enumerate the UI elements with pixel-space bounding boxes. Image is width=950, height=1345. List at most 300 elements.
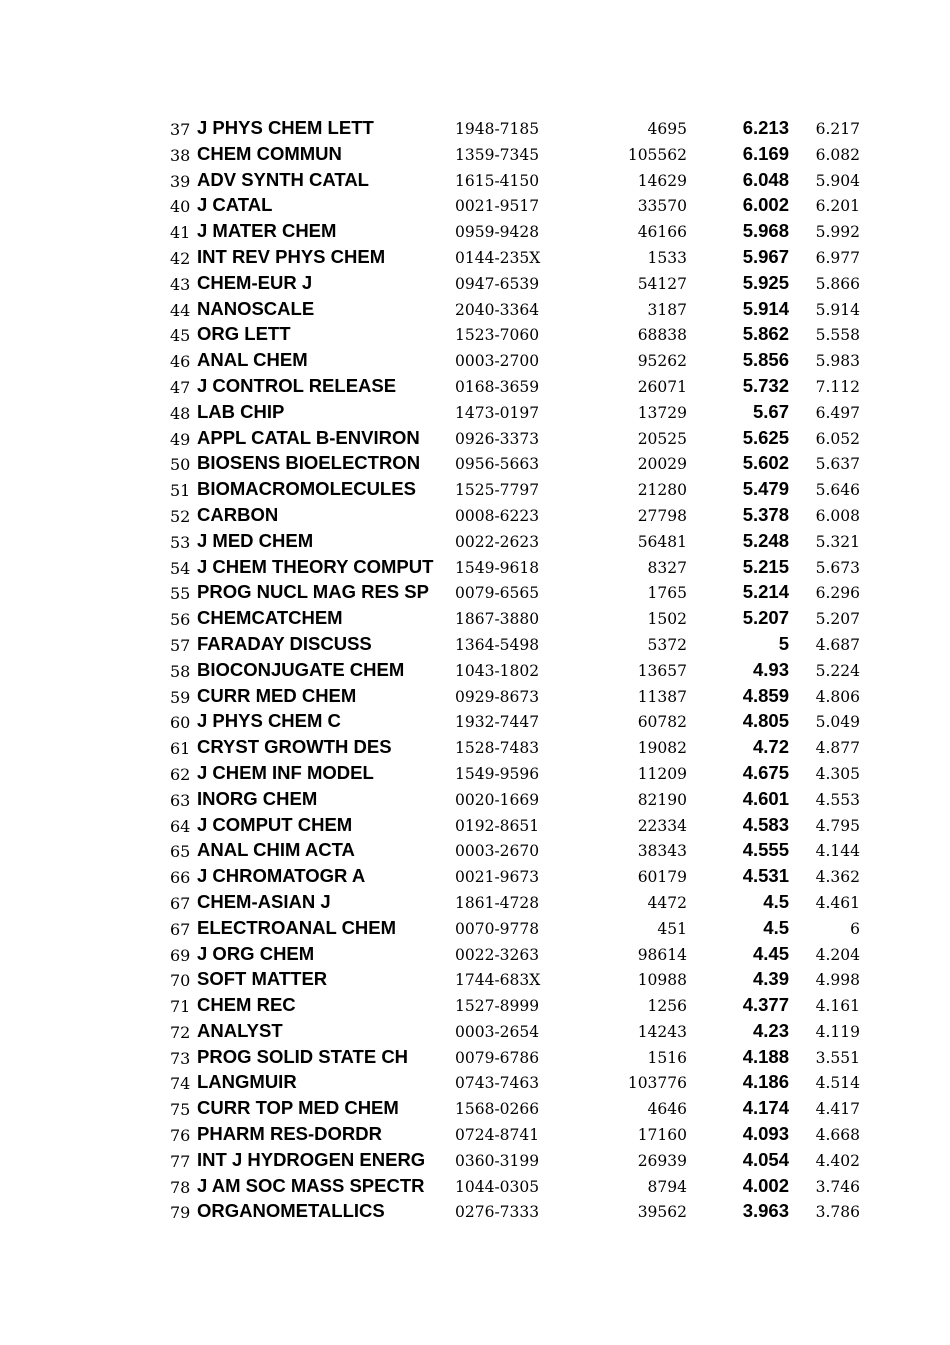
issn-cell: 0947-6539 xyxy=(455,274,540,293)
five-year-impact-factor-cell: 4.144 xyxy=(815,842,860,861)
journal-name-cell: CURR TOP MED CHEM xyxy=(197,1097,399,1119)
journal-name-cell: ANAL CHEM xyxy=(197,349,308,371)
five-year-impact-factor-cell: 5.904 xyxy=(815,171,860,190)
issn-cell: 0724-8741 xyxy=(455,1126,540,1145)
journal-name-cell: J ORG CHEM xyxy=(197,942,315,964)
journal-name-cell: SOFT MATTER xyxy=(197,968,328,990)
impact-factor-cell: 4.174 xyxy=(742,1097,789,1119)
total-cites-cell: 4646 xyxy=(647,1100,687,1119)
rank-cell: 52 xyxy=(170,506,191,526)
rank-cell: 41 xyxy=(170,223,191,243)
rank-cell: 77 xyxy=(170,1151,191,1171)
total-cites-cell: 56481 xyxy=(637,532,687,551)
total-cites-cell: 46166 xyxy=(637,223,687,242)
five-year-impact-factor-cell: 4.795 xyxy=(815,816,860,835)
rank-cell: 58 xyxy=(170,661,191,681)
impact-factor-cell: 4.093 xyxy=(742,1123,789,1145)
issn-cell: 0021-9673 xyxy=(455,868,540,887)
five-year-impact-factor-cell: 5.866 xyxy=(815,274,860,293)
table-row xyxy=(168,167,868,193)
table-row xyxy=(168,1069,868,1095)
five-year-impact-factor-cell: 5.207 xyxy=(815,610,860,629)
impact-factor-cell: 4.93 xyxy=(752,658,789,680)
rank-cell: 60 xyxy=(170,713,191,733)
five-year-impact-factor-cell: 5.637 xyxy=(815,455,860,474)
total-cites-cell: 98614 xyxy=(637,945,687,964)
impact-factor-cell: 5.925 xyxy=(742,271,789,293)
rank-cell: 57 xyxy=(170,635,191,655)
total-cites-cell: 22334 xyxy=(637,816,687,835)
impact-factor-cell: 5.214 xyxy=(742,581,789,603)
five-year-impact-factor-cell: 4.305 xyxy=(815,764,860,783)
table-row xyxy=(168,192,868,218)
journal-name-cell: CURR MED CHEM xyxy=(197,684,357,706)
impact-factor-cell: 5.207 xyxy=(742,607,789,629)
total-cites-cell: 11387 xyxy=(637,687,687,706)
impact-factor-cell: 4.5 xyxy=(763,890,789,912)
impact-factor-cell: 6.002 xyxy=(742,194,789,216)
journal-name-cell: J COMPUT CHEM xyxy=(197,813,353,835)
table-row xyxy=(168,760,868,786)
impact-factor-cell: 5.967 xyxy=(742,245,789,267)
five-year-impact-factor-cell: 5.646 xyxy=(815,481,860,500)
rank-cell: 63 xyxy=(170,790,191,810)
table-row xyxy=(168,296,868,322)
rank-cell: 56 xyxy=(170,610,191,630)
rank-cell: 59 xyxy=(170,687,191,707)
total-cites-cell: 5372 xyxy=(647,635,687,654)
journal-name-cell: CHEM COMMUN xyxy=(197,142,342,164)
issn-cell: 1744-683X xyxy=(455,971,541,990)
journal-name-cell: J MED CHEM xyxy=(197,529,314,551)
impact-factor-cell: 5.215 xyxy=(742,555,789,577)
total-cites-cell: 8794 xyxy=(647,1177,687,1196)
impact-factor-cell: 4.45 xyxy=(752,942,789,964)
total-cites-cell: 14243 xyxy=(637,1022,687,1041)
rank-cell: 74 xyxy=(170,1074,191,1094)
issn-cell: 1528-7483 xyxy=(455,739,540,758)
table-row xyxy=(168,244,868,270)
journal-name-cell: CHEM REC xyxy=(197,994,296,1016)
five-year-impact-factor-cell: 4.362 xyxy=(815,868,860,887)
issn-cell: 0959-9428 xyxy=(455,223,540,242)
rank-cell: 50 xyxy=(170,455,191,475)
total-cites-cell: 60179 xyxy=(637,868,687,887)
five-year-impact-factor-cell: 6 xyxy=(850,919,860,938)
table-row xyxy=(168,579,868,605)
journal-name-cell: FARADAY DISCUSS xyxy=(197,632,372,654)
journal-table xyxy=(168,115,868,1224)
table-row xyxy=(168,837,868,863)
issn-cell: 1525-7797 xyxy=(455,481,540,500)
impact-factor-cell: 4.859 xyxy=(742,684,789,706)
five-year-impact-factor-cell: 4.514 xyxy=(815,1074,860,1093)
impact-factor-cell: 4.72 xyxy=(752,736,789,758)
issn-cell: 1043-1802 xyxy=(455,661,540,680)
total-cites-cell: 82190 xyxy=(637,790,687,809)
journal-name-cell: LAB CHIP xyxy=(197,400,285,422)
issn-cell: 1473-0197 xyxy=(455,403,540,422)
journal-name-cell: ADV SYNTH CATAL xyxy=(197,168,369,190)
journal-name-cell: ANALYST xyxy=(197,1019,283,1041)
issn-cell: 0144-235X xyxy=(455,248,541,267)
rank-cell: 55 xyxy=(170,584,191,604)
journal-name-cell: INT J HYDROGEN ENERG xyxy=(197,1148,426,1170)
rank-cell: 79 xyxy=(170,1203,191,1223)
issn-cell: 1359-7345 xyxy=(455,145,540,164)
table-row xyxy=(168,734,868,760)
impact-factor-cell: 5.602 xyxy=(742,452,789,474)
five-year-impact-factor-cell: 6.296 xyxy=(815,584,860,603)
issn-cell: 1615-4150 xyxy=(455,171,540,190)
issn-cell: 1044-0305 xyxy=(455,1177,540,1196)
journal-name-cell: CARBON xyxy=(197,503,279,525)
total-cites-cell: 105562 xyxy=(627,145,687,164)
journal-name-cell: J CHEM THEORY COMPUT xyxy=(197,555,434,577)
impact-factor-cell: 5.625 xyxy=(742,426,789,448)
rank-cell: 53 xyxy=(170,532,191,552)
issn-cell: 0020-1669 xyxy=(455,790,540,809)
total-cites-cell: 19082 xyxy=(637,739,687,758)
table-row xyxy=(168,476,868,502)
five-year-impact-factor-cell: 4.687 xyxy=(815,635,860,654)
table-row xyxy=(168,1173,868,1199)
journal-name-cell: J CHEM INF MODEL xyxy=(197,761,374,783)
table-row xyxy=(168,941,868,967)
issn-cell: 0956-5663 xyxy=(455,455,540,474)
issn-cell: 0003-2700 xyxy=(455,352,540,371)
issn-cell: 1364-5498 xyxy=(455,635,540,654)
five-year-impact-factor-cell: 4.161 xyxy=(815,997,860,1016)
total-cites-cell: 54127 xyxy=(637,274,687,293)
total-cites-cell: 21280 xyxy=(637,481,687,500)
five-year-impact-factor-cell: 5.049 xyxy=(815,713,860,732)
five-year-impact-factor-cell: 6.497 xyxy=(815,403,860,422)
rank-cell: 70 xyxy=(170,971,191,991)
table-row xyxy=(168,218,868,244)
five-year-impact-factor-cell: 4.998 xyxy=(815,971,860,990)
journal-name-cell: ELECTROANAL CHEM xyxy=(197,916,397,938)
impact-factor-cell: 5.479 xyxy=(742,478,789,500)
total-cites-cell: 68838 xyxy=(637,326,687,345)
impact-factor-cell: 4.186 xyxy=(742,1071,789,1093)
five-year-impact-factor-cell: 6.082 xyxy=(815,145,860,164)
total-cites-cell: 11209 xyxy=(637,764,687,783)
five-year-impact-factor-cell: 5.673 xyxy=(815,558,860,577)
table-row xyxy=(168,992,868,1018)
rank-cell: 72 xyxy=(170,1022,191,1042)
total-cites-cell: 26939 xyxy=(637,1151,687,1170)
impact-factor-cell: 4.054 xyxy=(742,1148,789,1170)
total-cites-cell: 33570 xyxy=(637,197,687,216)
rank-cell: 37 xyxy=(170,120,191,139)
issn-cell: 1932-7447 xyxy=(455,713,540,732)
five-year-impact-factor-cell: 5.914 xyxy=(815,300,860,319)
journal-name-cell: APPL CATAL B-ENVIRON xyxy=(197,426,420,448)
table-row xyxy=(168,502,868,528)
five-year-impact-factor-cell: 4.553 xyxy=(815,790,860,809)
total-cites-cell: 1765 xyxy=(647,584,687,603)
issn-cell: 0003-2654 xyxy=(455,1022,540,1041)
five-year-impact-factor-cell: 5.983 xyxy=(815,352,860,371)
total-cites-cell: 20525 xyxy=(637,429,687,448)
impact-factor-cell: 4.555 xyxy=(742,839,789,861)
journal-name-cell: NANOSCALE xyxy=(197,297,315,319)
five-year-impact-factor-cell: 4.877 xyxy=(815,739,860,758)
journal-name-cell: J PHYS CHEM LETT xyxy=(197,117,374,138)
impact-factor-cell: 4.23 xyxy=(752,1019,789,1041)
five-year-impact-factor-cell: 5.992 xyxy=(815,223,860,242)
issn-cell: 1568-0266 xyxy=(455,1100,540,1119)
five-year-impact-factor-cell: 7.112 xyxy=(815,377,860,396)
table-row xyxy=(168,347,868,373)
total-cites-cell: 95262 xyxy=(637,352,687,371)
rank-cell: 51 xyxy=(170,481,191,501)
table-row xyxy=(168,1147,868,1173)
table-row xyxy=(168,399,868,425)
issn-cell: 0070-9778 xyxy=(455,919,540,938)
total-cites-cell: 1256 xyxy=(647,997,687,1016)
journal-name-cell: BIOSENS BIOELECTRON xyxy=(197,452,421,474)
issn-cell: 0192-8651 xyxy=(455,816,540,835)
rank-cell: 43 xyxy=(170,274,191,294)
issn-cell: 0003-2670 xyxy=(455,842,540,861)
impact-factor-cell: 5.732 xyxy=(742,374,789,396)
issn-cell: 0021-9517 xyxy=(455,197,540,216)
table-row xyxy=(168,321,868,347)
five-year-impact-factor-cell: 4.417 xyxy=(815,1100,860,1119)
impact-factor-cell: 4.583 xyxy=(742,813,789,835)
rank-cell: 71 xyxy=(170,997,191,1017)
journal-name-cell: INORG CHEM xyxy=(197,787,318,809)
total-cites-cell: 1533 xyxy=(647,248,687,267)
five-year-impact-factor-cell: 5.321 xyxy=(815,532,860,551)
table-row xyxy=(168,141,868,167)
total-cites-cell: 451 xyxy=(657,919,687,938)
issn-cell: 0360-3199 xyxy=(455,1151,540,1170)
total-cites-cell: 8327 xyxy=(647,558,687,577)
table-row xyxy=(168,554,868,580)
issn-cell: 1549-9618 xyxy=(455,558,540,577)
rank-cell: 64 xyxy=(170,816,191,836)
table-row xyxy=(168,657,868,683)
five-year-impact-factor-cell: 4.806 xyxy=(815,687,860,706)
five-year-impact-factor-cell: 6.977 xyxy=(815,248,860,267)
total-cites-cell: 1502 xyxy=(647,610,687,629)
rank-cell: 62 xyxy=(170,764,191,784)
rank-cell: 47 xyxy=(170,377,191,397)
total-cites-cell: 13729 xyxy=(637,403,687,422)
rank-cell: 46 xyxy=(170,352,191,372)
impact-factor-cell: 5.914 xyxy=(742,297,789,319)
impact-factor-cell: 6.048 xyxy=(742,168,789,190)
issn-cell: 0276-7333 xyxy=(455,1203,540,1222)
issn-cell: 0079-6786 xyxy=(455,1048,540,1067)
issn-cell: 0079-6565 xyxy=(455,584,540,603)
impact-factor-cell: 5 xyxy=(778,632,789,654)
five-year-impact-factor-cell: 6.008 xyxy=(815,506,860,525)
impact-factor-cell: 5.248 xyxy=(742,529,789,551)
total-cites-cell: 39562 xyxy=(637,1203,687,1222)
total-cites-cell: 20029 xyxy=(637,455,687,474)
journal-name-cell: BIOCONJUGATE CHEM xyxy=(197,658,405,680)
rank-cell: 73 xyxy=(170,1048,191,1068)
table-row xyxy=(168,450,868,476)
five-year-impact-factor-cell: 3.746 xyxy=(815,1177,860,1196)
journal-name-cell: PROG NUCL MAG RES SP xyxy=(197,581,429,603)
five-year-impact-factor-cell: 4.461 xyxy=(815,893,860,912)
table-row xyxy=(168,1044,868,1070)
rank-cell: 42 xyxy=(170,248,191,268)
table-row xyxy=(168,812,868,838)
total-cites-cell: 103776 xyxy=(627,1074,687,1093)
total-cites-cell: 1516 xyxy=(647,1048,687,1067)
rank-cell: 44 xyxy=(170,300,191,320)
rank-cell: 75 xyxy=(170,1100,191,1120)
journal-name-cell: J CATAL xyxy=(197,194,273,216)
table-row xyxy=(168,631,868,657)
journal-name-cell: ANAL CHIM ACTA xyxy=(197,839,355,861)
impact-factor-cell: 4.675 xyxy=(742,761,789,783)
issn-cell: 0926-3373 xyxy=(455,429,540,448)
rank-cell: 45 xyxy=(170,326,191,346)
issn-cell: 0743-7463 xyxy=(455,1074,540,1093)
table-row xyxy=(168,373,868,399)
rank-cell: 54 xyxy=(170,558,191,578)
total-cites-cell: 26071 xyxy=(637,377,687,396)
table-row xyxy=(168,889,868,915)
five-year-impact-factor-cell: 6.217 xyxy=(815,120,860,138)
table-row xyxy=(168,115,868,141)
impact-factor-cell: 6.213 xyxy=(742,117,789,138)
impact-factor-cell: 4.531 xyxy=(742,865,789,887)
rank-cell: 48 xyxy=(170,403,191,423)
rank-cell: 67 xyxy=(170,919,191,939)
table-row xyxy=(168,528,868,554)
journal-name-cell: CRYST GROWTH DES xyxy=(197,736,392,758)
journal-name-cell: J MATER CHEM xyxy=(197,220,337,242)
journal-name-cell: CHEMCATCHEM xyxy=(197,607,343,629)
issn-cell: 1867-3880 xyxy=(455,610,540,629)
journal-name-cell: BIOMACROMOLECULES xyxy=(197,478,416,500)
rank-cell: 66 xyxy=(170,868,191,888)
rank-cell: 38 xyxy=(170,145,191,165)
impact-factor-cell: 4.601 xyxy=(742,787,789,809)
five-year-impact-factor-cell: 6.052 xyxy=(815,429,860,448)
journal-name-cell: CHEM-EUR J xyxy=(197,271,313,293)
impact-factor-cell: 4.002 xyxy=(742,1174,789,1196)
impact-factor-cell: 4.188 xyxy=(742,1045,789,1067)
table-row xyxy=(168,605,868,631)
table-row xyxy=(168,1198,868,1224)
total-cites-cell: 4472 xyxy=(647,893,687,912)
rank-cell: 40 xyxy=(170,197,191,217)
table-row xyxy=(168,915,868,941)
impact-factor-cell: 6.169 xyxy=(742,142,789,164)
table-row xyxy=(168,1121,868,1147)
journal-name-cell: LANGMUIR xyxy=(197,1071,297,1093)
five-year-impact-factor-cell: 3.786 xyxy=(815,1203,860,1222)
rank-cell: 49 xyxy=(170,429,191,449)
table-row xyxy=(168,683,868,709)
issn-cell: 1861-4728 xyxy=(455,893,540,912)
issn-cell: 0022-3263 xyxy=(455,945,540,964)
journal-name-cell: ORGANOMETALLICS xyxy=(197,1200,385,1222)
five-year-impact-factor-cell: 4.119 xyxy=(815,1022,860,1041)
table-row xyxy=(168,1095,868,1121)
impact-factor-cell: 5.862 xyxy=(742,323,789,345)
impact-factor-cell: 5.968 xyxy=(742,220,789,242)
issn-cell: 1527-8999 xyxy=(455,997,540,1016)
issn-cell: 2040-3364 xyxy=(455,300,540,319)
rank-cell: 65 xyxy=(170,842,191,862)
rank-cell: 69 xyxy=(170,945,191,965)
issn-cell: 1948-7185 xyxy=(455,120,540,138)
journal-name-cell: PROG SOLID STATE CH xyxy=(197,1045,409,1067)
impact-factor-cell: 4.5 xyxy=(763,916,789,938)
table-row xyxy=(168,863,868,889)
impact-factor-cell: 5.856 xyxy=(742,349,789,371)
issn-cell: 0022-2623 xyxy=(455,532,540,551)
five-year-impact-factor-cell: 5.558 xyxy=(815,326,860,345)
journal-name-cell: J CONTROL RELEASE xyxy=(197,374,397,396)
impact-factor-cell: 5.67 xyxy=(752,400,789,422)
total-cites-cell: 10988 xyxy=(637,971,687,990)
table-row xyxy=(168,786,868,812)
total-cites-cell: 38343 xyxy=(637,842,687,861)
issn-cell: 0008-6223 xyxy=(455,506,540,525)
journal-name-cell: J PHYS CHEM C xyxy=(197,710,341,732)
journal-name-cell: J AM SOC MASS SPECTR xyxy=(197,1174,425,1196)
table-row xyxy=(168,708,868,734)
table-row xyxy=(168,270,868,296)
issn-cell: 1523-7060 xyxy=(455,326,540,345)
impact-factor-cell: 5.378 xyxy=(742,503,789,525)
five-year-impact-factor-cell: 3.551 xyxy=(815,1048,860,1067)
issn-cell: 0929-8673 xyxy=(455,687,540,706)
rank-cell: 61 xyxy=(170,739,191,759)
impact-factor-cell: 4.377 xyxy=(742,994,789,1016)
impact-factor-cell: 4.39 xyxy=(752,968,789,990)
five-year-impact-factor-cell: 4.204 xyxy=(815,945,860,964)
five-year-impact-factor-cell: 4.402 xyxy=(815,1151,860,1170)
five-year-impact-factor-cell: 4.668 xyxy=(815,1126,860,1145)
rank-cell: 39 xyxy=(170,171,191,191)
total-cites-cell: 60782 xyxy=(637,713,687,732)
rank-cell: 76 xyxy=(170,1126,191,1146)
total-cites-cell: 27798 xyxy=(637,506,687,525)
issn-cell: 1549-9596 xyxy=(455,764,540,783)
impact-factor-cell: 3.963 xyxy=(742,1200,789,1222)
total-cites-cell: 14629 xyxy=(637,171,687,190)
journal-name-cell: ORG LETT xyxy=(197,323,291,345)
issn-cell: 0168-3659 xyxy=(455,377,540,396)
total-cites-cell: 3187 xyxy=(647,300,687,319)
table-row xyxy=(168,1018,868,1044)
five-year-impact-factor-cell: 5.224 xyxy=(815,661,860,680)
table-row xyxy=(168,966,868,992)
rank-cell: 78 xyxy=(170,1177,191,1197)
total-cites-cell: 17160 xyxy=(637,1126,687,1145)
table-row xyxy=(168,425,868,451)
impact-factor-cell: 4.805 xyxy=(742,710,789,732)
rank-cell: 67 xyxy=(170,893,191,913)
journal-name-cell: J CHROMATOGR A xyxy=(197,865,366,887)
five-year-impact-factor-cell: 6.201 xyxy=(815,197,860,216)
journal-name-cell: INT REV PHYS CHEM xyxy=(197,245,386,267)
journal-name-cell: PHARM RES-DORDR xyxy=(197,1123,382,1145)
total-cites-cell: 4695 xyxy=(647,120,687,138)
